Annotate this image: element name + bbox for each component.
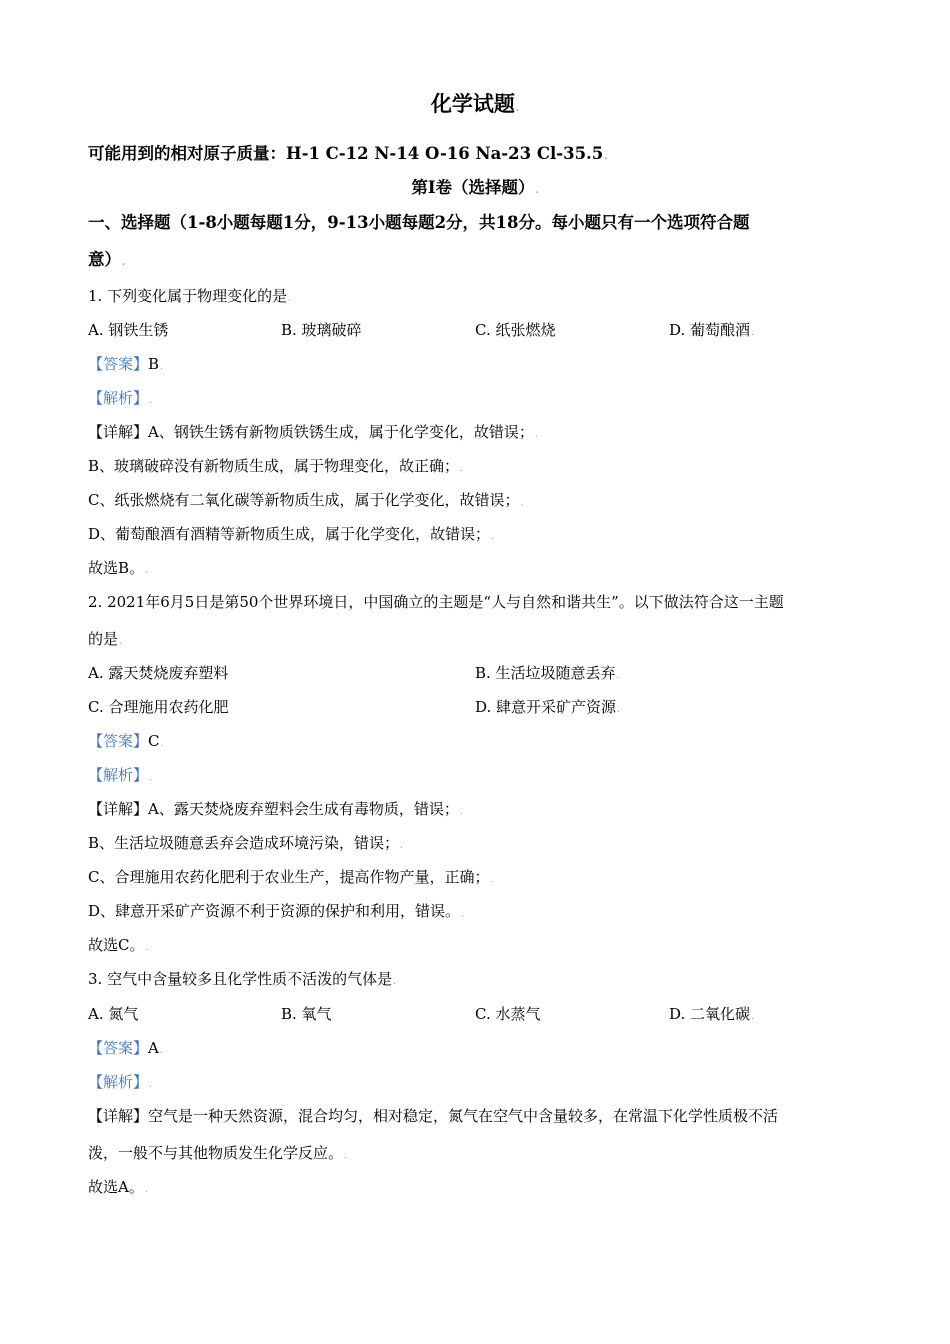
q1-option-d: D. 葡萄酿酒. bbox=[669, 321, 754, 339]
section-heading-line2: 意）. bbox=[88, 250, 126, 269]
q2-choose: 故选C。. bbox=[88, 936, 149, 954]
q2-option-b: B. 生活垃圾随意丢弃. bbox=[475, 664, 620, 682]
q2-option-d: D. 肆意开采矿产资源. bbox=[475, 698, 620, 716]
q2-detail-line1: 【详解】A、露天焚烧废弃塑料会生成有毒物质，错误；. bbox=[88, 800, 463, 818]
q1-detail-line4: D、葡萄酿酒有酒精等新物质生成，属于化学变化，故错误；. bbox=[88, 525, 494, 543]
q2-option-c: C. 合理施用农药化肥 bbox=[88, 698, 229, 716]
section-heading-line1: 一、选择题（1-8小题每题1分，9-13小题每题2分，共18分。每小题只有一个选项符合题 bbox=[88, 213, 750, 232]
q3-detail-line2: 泼，一般不与其他物质发生化学反应。. bbox=[88, 1144, 347, 1162]
q2-answer: 【答案】C. bbox=[88, 732, 164, 750]
q2-option-a: A. 露天焚烧废弃塑料 bbox=[88, 664, 229, 682]
q3-option-c: C. 水蒸气 bbox=[475, 1005, 541, 1023]
q1-detail-line2: B、玻璃破碎没有新物质生成，属于物理变化，故正确；. bbox=[88, 457, 463, 475]
q1-option-b: B. 玻璃破碎 bbox=[281, 321, 362, 339]
question-2-stem-line1: 2. 2021年6月5日是第50个世界环境日，中国确立的主题是“人与自然和谐共生”。以下做法符合这一主题 bbox=[88, 593, 784, 611]
q2-detail-line3: C、合理施用农药化肥利于农业生产，提高作物产量，正确；. bbox=[88, 868, 494, 886]
q1-option-c: C. 纸张燃烧 bbox=[475, 321, 556, 339]
q1-option-a: A. 钢铁生锈 bbox=[88, 321, 169, 339]
question-3-stem: 3. 空气中含量较多且化学性质不活泼的气体是. bbox=[88, 970, 396, 988]
q1-detail-line1: 【详解】A、钢铁生锈有新物质铁锈生成，属于化学变化，故错误；. bbox=[88, 423, 538, 441]
q3-answer: 【答案】A. bbox=[88, 1039, 163, 1057]
q1-answer: 【答案】B. bbox=[88, 355, 163, 373]
q2-analysis-tag: 【解析】. bbox=[88, 766, 152, 784]
q2-detail-line2: B、生活垃圾随意丢弃会造成环境污染，错误；. bbox=[88, 834, 403, 852]
question-2-stem-line2: 的是. bbox=[88, 630, 122, 648]
question-1-stem: 1. 下列变化属于物理变化的是. bbox=[88, 287, 291, 305]
q2-detail-line4: D、肆意开采矿产资源不利于资源的保护和利用，错误。. bbox=[88, 902, 464, 920]
q3-analysis-tag: 【解析】. bbox=[88, 1073, 152, 1091]
q3-option-a: A. 氮气 bbox=[88, 1005, 139, 1023]
q3-detail-line1: 【详解】空气是一种天然资源，混合均匀，相对稳定，氮气在空气中含量较多，在常温下化学性质极不活 bbox=[88, 1107, 779, 1125]
atomic-masses-line: 可能用到的相对原子质量：H-1 C-12 N-14 O-16 Na-23 Cl-35.5. bbox=[88, 144, 608, 163]
q3-choose: 故选A。. bbox=[88, 1178, 148, 1196]
page-title: 化学试题. bbox=[430, 91, 520, 116]
q1-choose: 故选B。. bbox=[88, 559, 148, 577]
q1-analysis-tag: 【解析】. bbox=[88, 389, 152, 407]
q1-detail-line3: C、纸张燃烧有二氧化碳等新物质生成，属于化学变化，故错误；. bbox=[88, 491, 524, 509]
part-title: 第Ⅰ卷（选择题）. bbox=[411, 178, 539, 197]
q3-option-b: B. 氧气 bbox=[281, 1005, 332, 1023]
q3-option-d: D. 二氧化碳. bbox=[669, 1005, 754, 1023]
